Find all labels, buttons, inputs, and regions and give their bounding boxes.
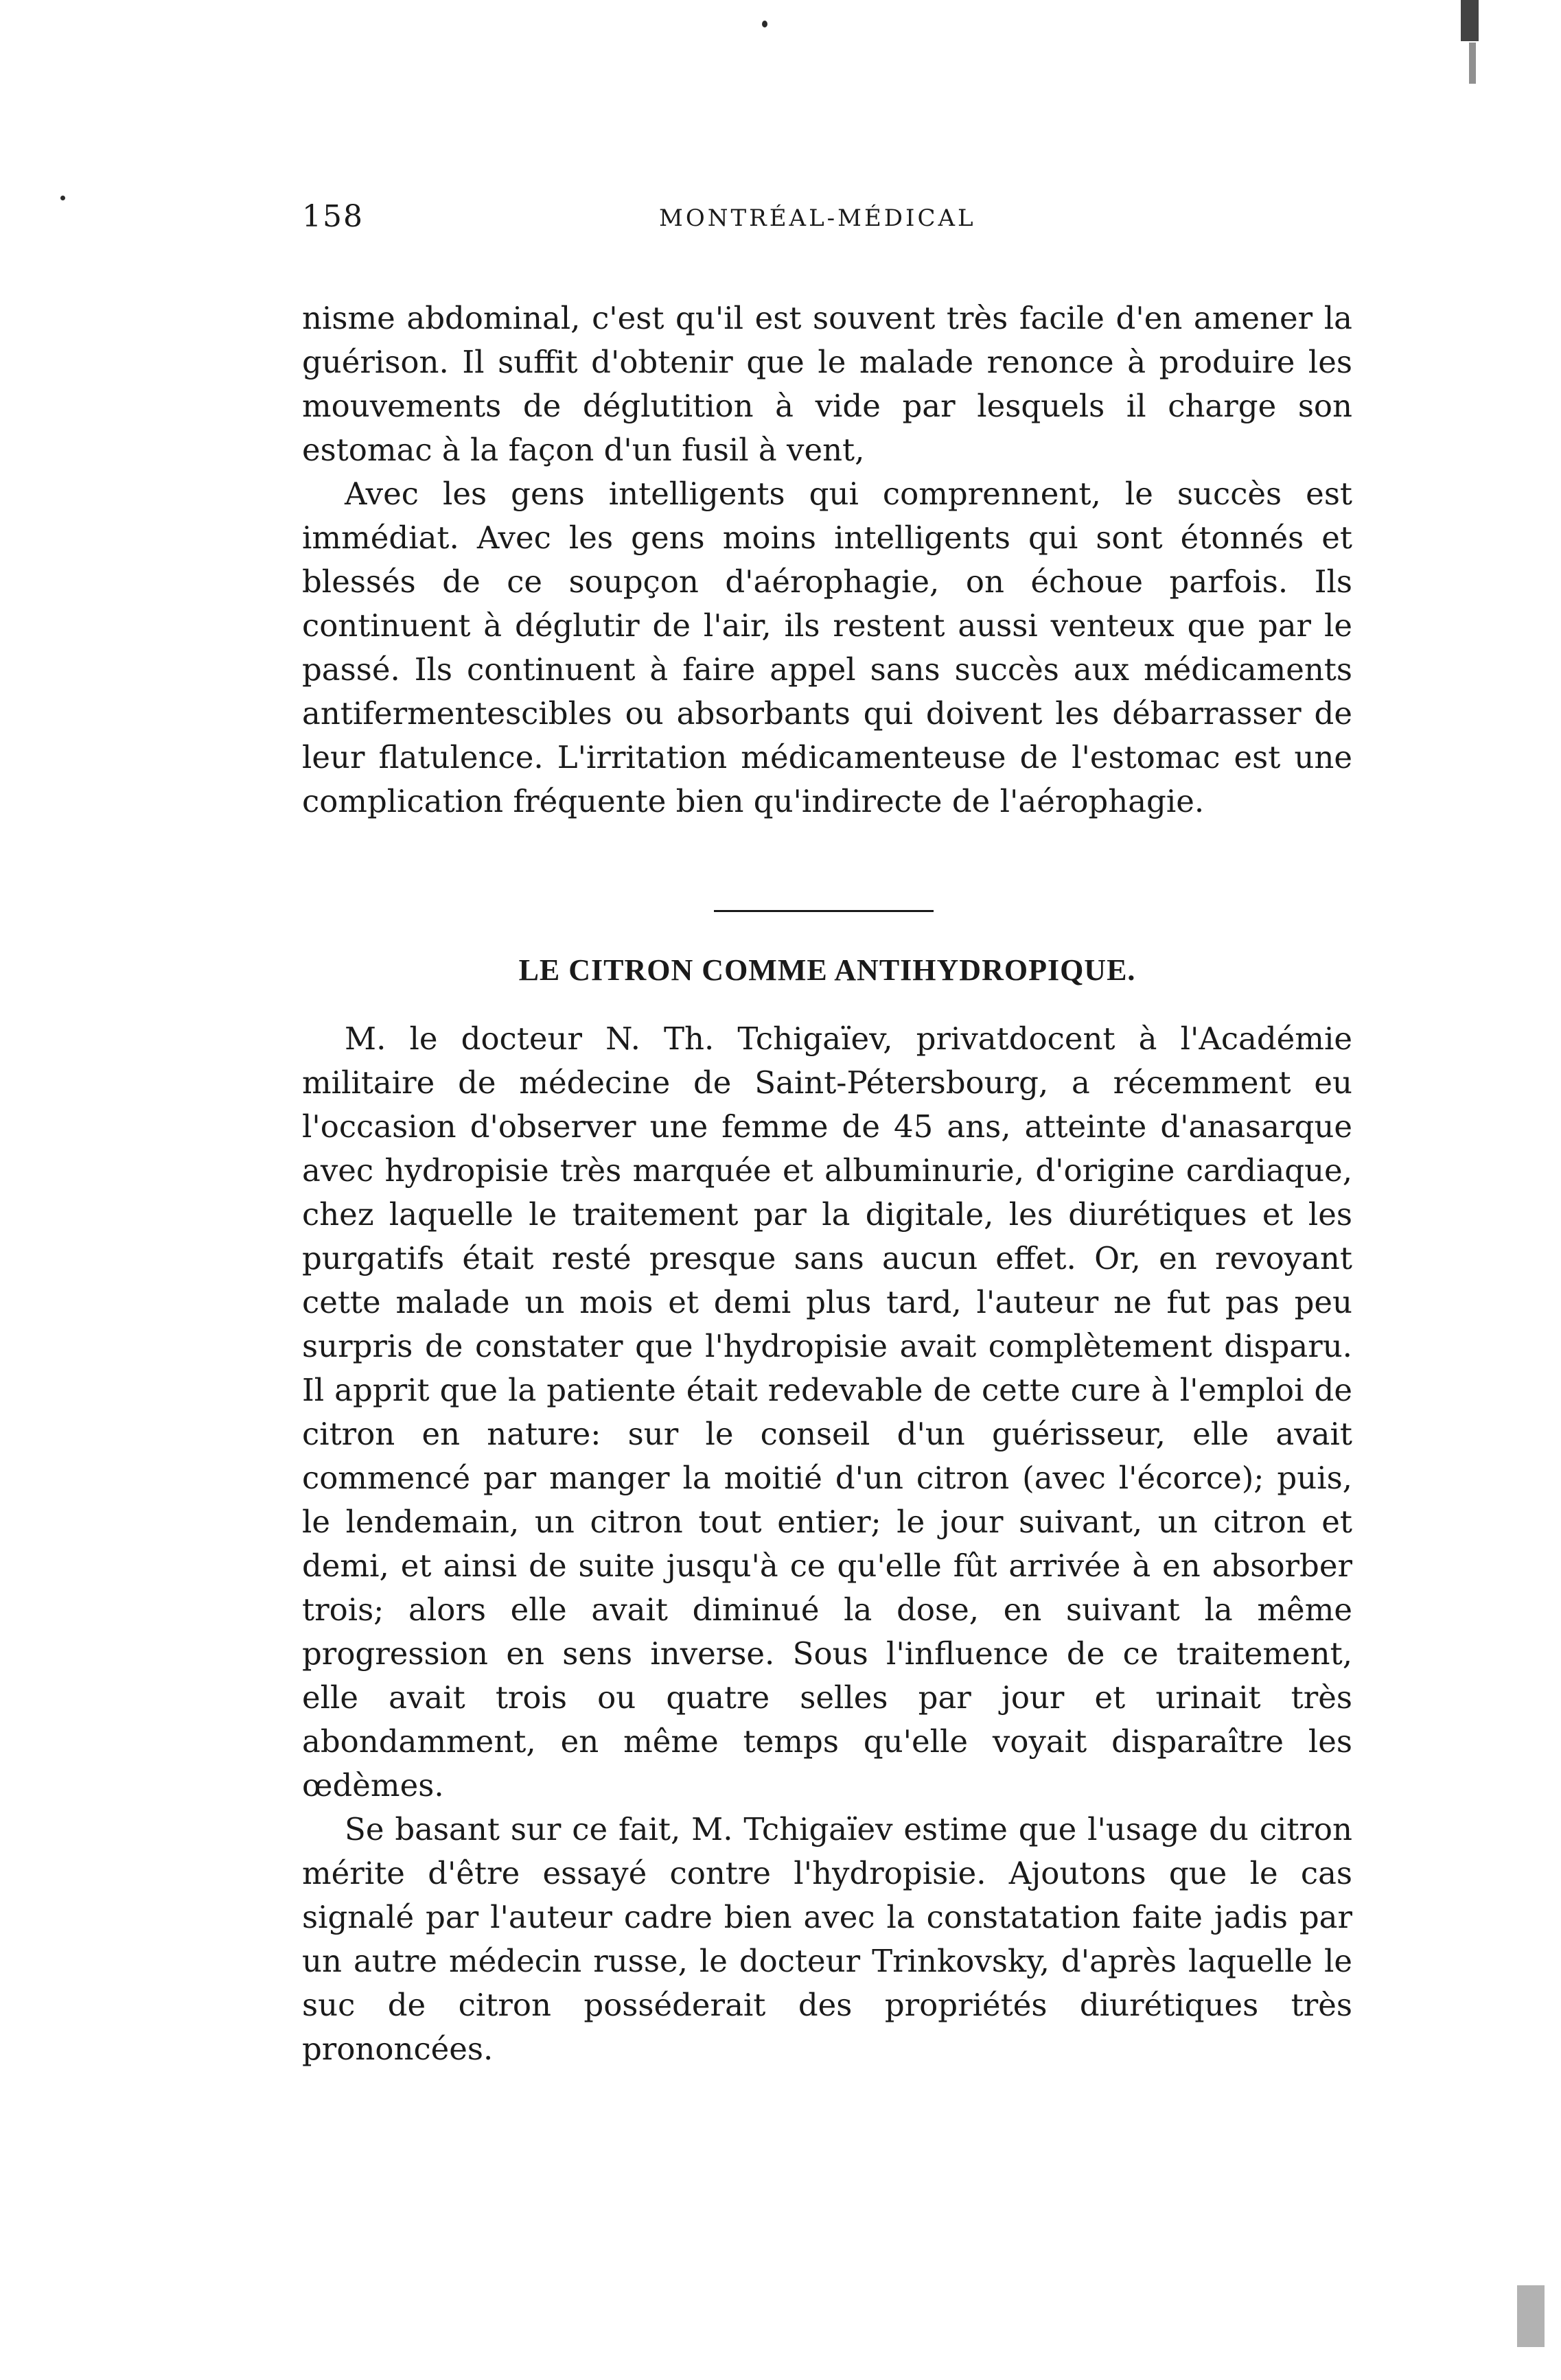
- first-section-text: [302, 296, 1352, 824]
- running-head: [302, 199, 995, 247]
- section-heading: LE CITRON COMME ANTIHYDROPIQUE.: [518, 953, 1136, 987]
- paragraph: M. le docteur N. Th. Tchigaïev, privatdocent à l'Académie militaire de médecine de Saint-Pétersbourg, a récemment eu l'occasion d'observer une femme de 45 ans, atteinte d'anasarque avec hydropisie très marquée et albuminurie, d'origine cardiaque, chez laquelle le traitement par la digitale, les diurétiques et les purgatifs était resté presque sans aucun effet. Or, en revoyant cette malade un mois et demi plus tard, l'auteur ne fut pas peu surpris de constater que l'hydropisie avait complètement disparu. Il apprit que la patiente était redevable de cette cure à l'emploi de citron en nature: sur le conseil d'un guérisseur, elle avait commencé par manger la moitié d'un citron (avec l'écorce); puis, le lendemain, un citron tout entier; le jour suivant, un citron et demi, et ainsi de suite jusqu'à ce qu'elle fût arrivée à en absorber trois; alors elle avait diminué la dose, en suivant la même progression en sens inverse. Sous l'influence de ce traitement, elle avait trois ou quatre selles par jour et urinait très abondamment, en même temps qu'elle voyait disparaître les œdèmes.: [302, 1020, 1352, 1804]
- ink-speck: [762, 21, 767, 27]
- page-number: 158: [302, 199, 364, 234]
- second-section-text: [302, 1017, 1352, 2071]
- ink-speck: [60, 196, 65, 200]
- paragraph: Se basant sur ce fait, M. Tchigaïev estime que l'usage du citron mérite d'être essayé contre l'hydropisie. Ajoutons que le cas signalé par l'auteur cadre bien avec la constatation faite jadis par un autre médecin russe, le docteur Trinkovsky, d'après laquelle le suc de citron posséderait des propriétés diurétiques très prononcées.: [302, 1811, 1352, 2067]
- journal-title: MONTRÉAL-MÉDICAL: [659, 205, 976, 232]
- paragraph: Avec les gens intelligents qui comprennent, le succès est immédiat. Avec les gens moins intelligents qui sont étonnés et blessés de ce soupçon d'aérophagie, on échoue parfois. Ils continuent à déglutir de l'air, ils restent aussi venteux que par le passé. Ils continuent à faire appel sans succès aux médicaments antifermentescibles ou absorbants qui doivent les débarrasser de leur flatulence. L'irritation médicamenteuse de l'estomac est une complication fréquente bien qu'indirecte de l'aérophagie.: [302, 476, 1352, 819]
- section-separator-rule: [714, 910, 934, 912]
- scan-edge-mark: [1517, 2285, 1545, 2347]
- scan-edge-mark: [1461, 0, 1479, 41]
- paragraph-continuation: nisme abdominal, c'est qu'il est souvent très facile d'en amener la guérison. Il suffit d'obtenir que le malade renonce à produire les mouvements de déglutition à vide par lesquels il charge son estomac à la façon d'un fusil à vent,: [302, 300, 1352, 468]
- scan-edge-mark: [1469, 43, 1476, 84]
